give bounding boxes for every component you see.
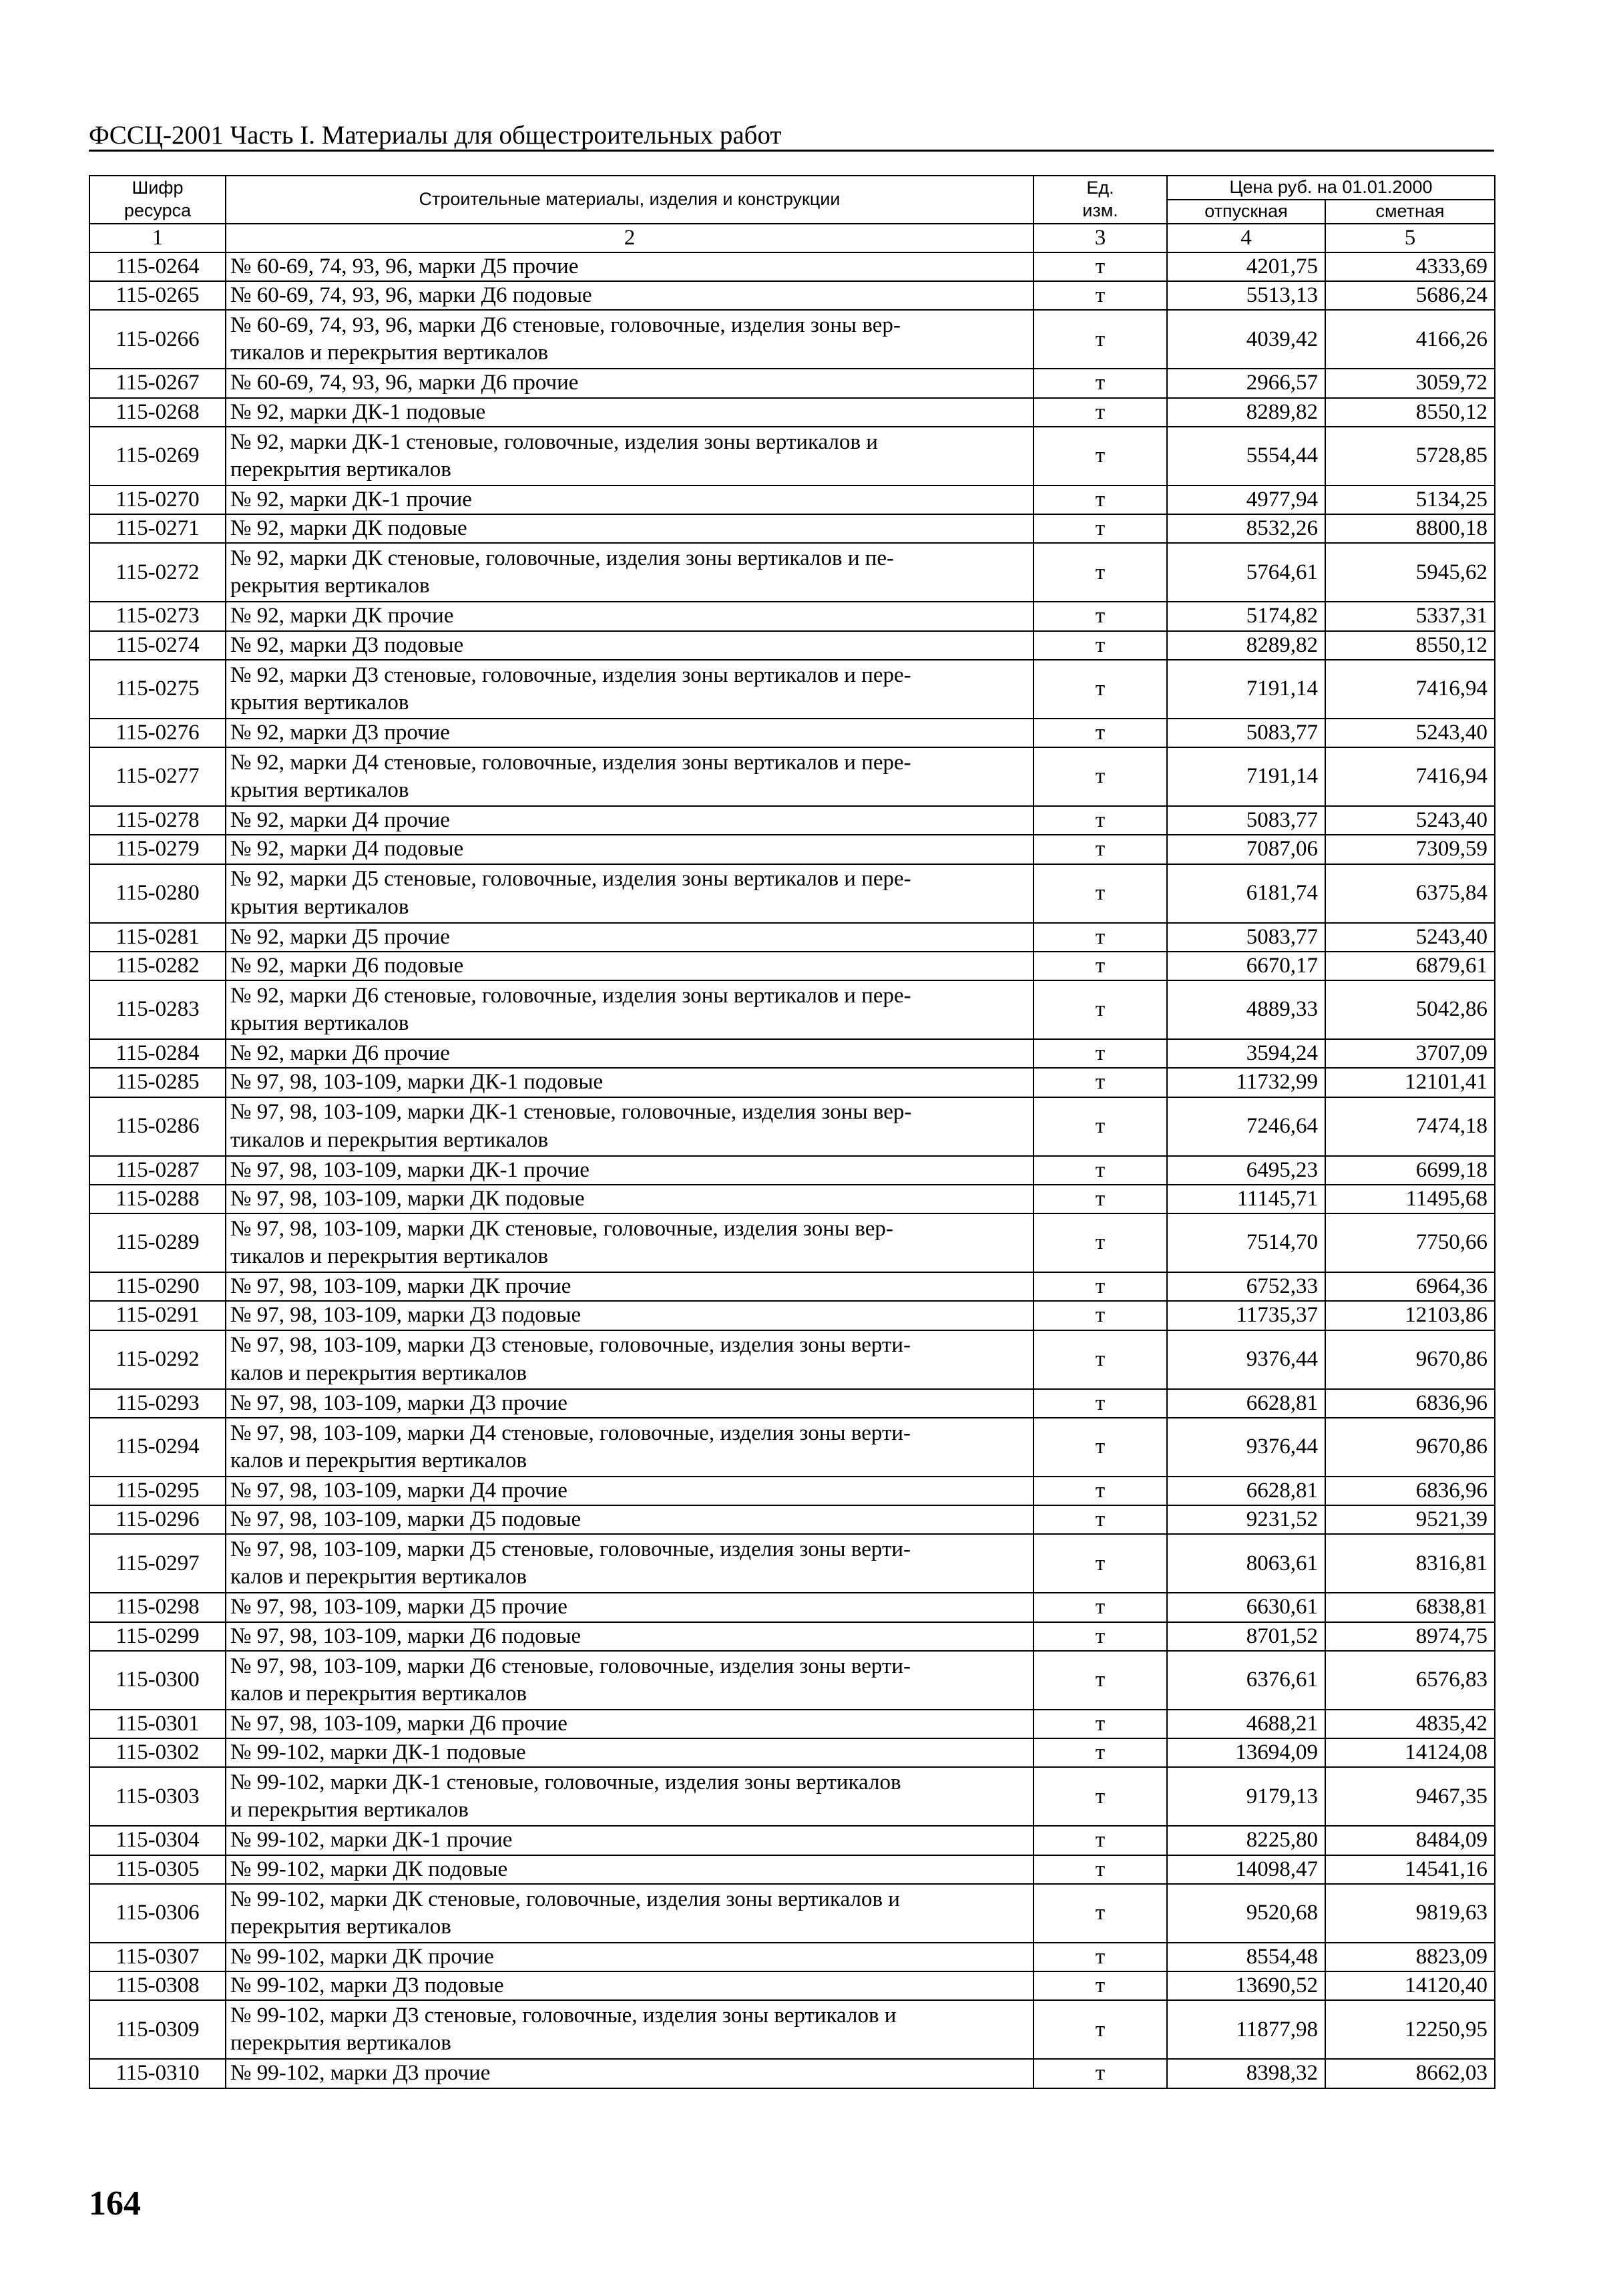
estimate-price-cell: 7474,18 [1325, 1097, 1495, 1156]
release-price-cell: 8398,32 [1167, 2059, 1325, 2088]
estimate-price-cell: 6838,81 [1325, 1593, 1495, 1621]
release-price-cell: 4889,33 [1167, 980, 1325, 1039]
estimate-price-cell: 9467,35 [1325, 1767, 1495, 1826]
column-header-estimate-price: сметная [1325, 200, 1495, 224]
name-cell: № 92, марки ДК подовые [226, 514, 1033, 543]
release-price-cell: 5764,61 [1167, 543, 1325, 602]
unit-cell: т [1033, 1039, 1167, 1068]
code-cell: 115-0281 [89, 923, 226, 952]
unit-cell: т [1033, 1272, 1167, 1301]
name-cell: № 97, 98, 103-109, марки Д3 подовые [226, 1301, 1033, 1330]
name-cell: № 97, 98, 103-109, марки Д5 прочие [226, 1593, 1033, 1621]
unit-cell: т [1033, 514, 1167, 543]
column-header-release-price: отпускная [1167, 200, 1325, 224]
table-row [89, 1418, 1495, 1477]
code-cell: 115-0292 [89, 1330, 226, 1389]
estimate-price-cell: 8550,12 [1325, 398, 1495, 427]
table-row [89, 1855, 1495, 1884]
name-cell: № 97, 98, 103-109, марки Д5 подовые [226, 1505, 1033, 1534]
code-cell: 115-0295 [89, 1477, 226, 1505]
unit-cell: т [1033, 952, 1167, 980]
release-price-cell: 4688,21 [1167, 1710, 1325, 1738]
code-cell: 115-0303 [89, 1767, 226, 1826]
estimate-price-cell: 12250,95 [1325, 2000, 1495, 2059]
code-cell: 115-0290 [89, 1272, 226, 1301]
release-price-cell: 9520,68 [1167, 1884, 1325, 1943]
release-price-cell: 8289,82 [1167, 398, 1325, 427]
unit-cell: т [1033, 1651, 1167, 1710]
table-row [89, 1097, 1495, 1156]
table-row [89, 1389, 1495, 1418]
name-cell: № 97, 98, 103-109, марки Д6 прочие [226, 1710, 1033, 1738]
table-row [89, 980, 1495, 1039]
table-row [89, 1301, 1495, 1330]
unit-cell: т [1033, 543, 1167, 602]
estimate-price-cell: 4835,42 [1325, 1710, 1495, 1738]
release-price-cell: 6670,17 [1167, 952, 1325, 980]
estimate-price-cell: 6964,36 [1325, 1272, 1495, 1301]
release-price-cell: 8063,61 [1167, 1534, 1325, 1593]
release-price-cell: 7191,14 [1167, 660, 1325, 719]
table-row [89, 1884, 1495, 1943]
name-cell: № 97, 98, 103-109, марки ДК подовые [226, 1185, 1033, 1213]
code-cell: 115-0265 [89, 281, 226, 310]
table-row [89, 1039, 1495, 1068]
name-cell: № 99-102, марки ДК стеновые, головочные, изделия зоны вертикалов и перекрытия вертикалов [226, 1884, 1033, 1943]
unit-cell: т [1033, 719, 1167, 747]
release-price-cell: 5174,82 [1167, 602, 1325, 630]
unit-cell: т [1033, 631, 1167, 660]
unit-cell: т [1033, 1767, 1167, 1826]
code-cell: 115-0273 [89, 602, 226, 630]
code-cell: 115-0283 [89, 980, 226, 1039]
estimate-price-cell: 9670,86 [1325, 1418, 1495, 1477]
name-cell: № 97, 98, 103-109, марки Д5 стеновые, головочные, изделия зоны верти- калов и перекрытия вертикалов [226, 1534, 1033, 1593]
unit-cell: т [1033, 1330, 1167, 1389]
estimate-price-cell: 6836,96 [1325, 1477, 1495, 1505]
name-cell: № 97, 98, 103-109, марки ДК стеновые, головочные, изделия зоны вер- тикалов и перекрытия вертикалов [226, 1213, 1033, 1272]
table-row [89, 1213, 1495, 1272]
estimate-price-cell: 9521,39 [1325, 1505, 1495, 1534]
name-cell: № 97, 98, 103-109, марки Д3 прочие [226, 1389, 1033, 1418]
table-row [89, 1622, 1495, 1651]
unit-cell: т [1033, 864, 1167, 923]
table-row [89, 543, 1495, 602]
release-price-cell: 6495,23 [1167, 1156, 1325, 1185]
release-price-cell: 2966,57 [1167, 369, 1325, 397]
estimate-price-cell: 8662,03 [1325, 2059, 1495, 2088]
column-header-code: Шифр ресурса [89, 176, 226, 224]
code-cell: 115-0296 [89, 1505, 226, 1534]
table-body [89, 252, 1495, 2088]
table-row [89, 1593, 1495, 1621]
code-cell: 115-0271 [89, 514, 226, 543]
estimate-price-cell: 5042,86 [1325, 980, 1495, 1039]
code-cell: 115-0270 [89, 486, 226, 514]
code-cell: 115-0268 [89, 398, 226, 427]
estimate-price-cell: 5243,40 [1325, 719, 1495, 747]
estimate-price-cell: 6836,96 [1325, 1389, 1495, 1418]
name-cell: № 92, марки Д4 прочие [226, 806, 1033, 835]
estimate-price-cell: 3707,09 [1325, 1039, 1495, 1068]
unit-cell: т [1033, 1477, 1167, 1505]
estimate-price-cell: 7309,59 [1325, 835, 1495, 864]
release-price-cell: 9231,52 [1167, 1505, 1325, 1534]
name-cell: № 97, 98, 103-109, марки ДК-1 прочие [226, 1156, 1033, 1185]
estimate-price-cell: 5945,62 [1325, 543, 1495, 602]
name-cell: № 92, марки Д3 подовые [226, 631, 1033, 660]
unit-cell: т [1033, 1884, 1167, 1943]
unit-cell: т [1033, 980, 1167, 1039]
estimate-price-cell: 5243,40 [1325, 923, 1495, 952]
unit-cell: т [1033, 747, 1167, 806]
code-cell: 115-0293 [89, 1389, 226, 1418]
estimate-price-cell: 8484,09 [1325, 1826, 1495, 1855]
code-cell: 115-0309 [89, 2000, 226, 2059]
column-number: 3 [1033, 224, 1167, 252]
release-price-cell: 13690,52 [1167, 1971, 1325, 2000]
table-row [89, 1156, 1495, 1185]
table-row [89, 1971, 1495, 2000]
unit-cell: т [1033, 398, 1167, 427]
name-cell: № 97, 98, 103-109, марки Д6 подовые [226, 1622, 1033, 1651]
table-row [89, 1477, 1495, 1505]
table-row [89, 1710, 1495, 1738]
table-row [89, 1651, 1495, 1710]
unit-cell: т [1033, 1534, 1167, 1593]
name-cell: № 92, марки Д5 прочие [226, 923, 1033, 952]
column-header-price: Цена руб. на 01.01.2000 [1167, 176, 1495, 200]
release-price-cell: 8554,48 [1167, 1943, 1325, 1971]
table-row [89, 252, 1495, 281]
name-cell: № 99-102, марки Д3 подовые [226, 1971, 1033, 2000]
release-price-cell: 6630,61 [1167, 1593, 1325, 1621]
estimate-price-cell: 7416,94 [1325, 747, 1495, 806]
unit-cell: т [1033, 1622, 1167, 1651]
estimate-price-cell: 5728,85 [1325, 427, 1495, 486]
column-header-unit: Ед. изм. [1033, 176, 1167, 224]
table-row [89, 923, 1495, 952]
release-price-cell: 8701,52 [1167, 1622, 1325, 1651]
table-row [89, 806, 1495, 835]
unit-cell: т [1033, 923, 1167, 952]
code-cell: 115-0278 [89, 806, 226, 835]
release-price-cell: 6752,33 [1167, 1272, 1325, 1301]
table-row [89, 486, 1495, 514]
code-cell: 115-0305 [89, 1855, 226, 1884]
code-cell: 115-0294 [89, 1418, 226, 1477]
code-cell: 115-0269 [89, 427, 226, 486]
code-cell: 115-0297 [89, 1534, 226, 1593]
code-cell: 115-0267 [89, 369, 226, 397]
table-row [89, 398, 1495, 427]
name-cell: № 92, марки Д6 подовые [226, 952, 1033, 980]
code-cell: 115-0264 [89, 252, 226, 281]
name-cell: № 60-69, 74, 93, 96, марки Д5 прочие [226, 252, 1033, 281]
estimate-price-cell: 4333,69 [1325, 252, 1495, 281]
unit-cell: т [1033, 835, 1167, 864]
release-price-cell: 5083,77 [1167, 806, 1325, 835]
release-price-cell: 8532,26 [1167, 514, 1325, 543]
code-cell: 115-0286 [89, 1097, 226, 1156]
table-row [89, 2059, 1495, 2088]
table-row [89, 514, 1495, 543]
estimate-price-cell: 8800,18 [1325, 514, 1495, 543]
unit-cell: т [1033, 1855, 1167, 1884]
code-cell: 115-0284 [89, 1039, 226, 1068]
unit-cell: т [1033, 252, 1167, 281]
unit-cell: т [1033, 1389, 1167, 1418]
release-price-cell: 4039,42 [1167, 310, 1325, 369]
code-cell: 115-0301 [89, 1710, 226, 1738]
release-price-cell: 9179,13 [1167, 1767, 1325, 1826]
code-cell: 115-0275 [89, 660, 226, 719]
table-row [89, 1738, 1495, 1767]
unit-cell: т [1033, 1068, 1167, 1097]
code-cell: 115-0300 [89, 1651, 226, 1710]
estimate-price-cell: 14541,16 [1325, 1855, 1495, 1884]
estimate-price-cell: 3059,72 [1325, 369, 1495, 397]
code-cell: 115-0276 [89, 719, 226, 747]
estimate-price-cell: 6699,18 [1325, 1156, 1495, 1185]
unit-cell: т [1033, 1738, 1167, 1767]
estimate-price-cell: 12101,41 [1325, 1068, 1495, 1097]
unit-cell: т [1033, 1097, 1167, 1156]
release-price-cell: 9376,44 [1167, 1330, 1325, 1389]
table-row [89, 864, 1495, 923]
release-price-cell: 6181,74 [1167, 864, 1325, 923]
estimate-price-cell: 14120,40 [1325, 1971, 1495, 2000]
release-price-cell: 8289,82 [1167, 631, 1325, 660]
release-price-cell: 11732,99 [1167, 1068, 1325, 1097]
table-row [89, 2000, 1495, 2059]
release-price-cell: 9376,44 [1167, 1418, 1325, 1477]
release-price-cell: 14098,47 [1167, 1855, 1325, 1884]
name-cell: № 92, марки ДК-1 стеновые, головочные, изделия зоны вертикалов и перекрытия вертикалов [226, 427, 1033, 486]
code-cell: 115-0306 [89, 1884, 226, 1943]
unit-cell: т [1033, 1710, 1167, 1738]
name-cell: № 92, марки ДК стеновые, головочные, изделия зоны вертикалов и пе- рекрытия вертикалов [226, 543, 1033, 602]
name-cell: № 92, марки Д3 стеновые, головочные, изделия зоны вертикалов и пере- крытия вертикалов [226, 660, 1033, 719]
column-number: 2 [226, 224, 1033, 252]
estimate-price-cell: 11495,68 [1325, 1185, 1495, 1213]
code-cell: 115-0266 [89, 310, 226, 369]
table-row [89, 631, 1495, 660]
unit-cell: т [1033, 660, 1167, 719]
unit-cell: т [1033, 1213, 1167, 1272]
unit-cell: т [1033, 1593, 1167, 1621]
release-price-cell: 5083,77 [1167, 719, 1325, 747]
estimate-price-cell: 7416,94 [1325, 660, 1495, 719]
name-cell: № 99-102, марки ДК прочие [226, 1943, 1033, 1971]
unit-cell: т [1033, 486, 1167, 514]
page-header-title: ФССЦ-2001 Часть I. Материалы для общестроительных работ [89, 121, 782, 150]
name-cell: № 99-102, марки Д3 прочие [226, 2059, 1033, 2088]
column-number: 5 [1325, 224, 1495, 252]
estimate-price-cell: 6375,84 [1325, 864, 1495, 923]
column-number: 1 [89, 224, 226, 252]
code-cell: 115-0279 [89, 835, 226, 864]
name-cell: № 97, 98, 103-109, марки ДК-1 подовые [226, 1068, 1033, 1097]
table-row [89, 719, 1495, 747]
name-cell: № 99-102, марки ДК-1 стеновые, головочные, изделия зоны вертикалов и перекрытия вертикалов [226, 1767, 1033, 1826]
release-price-cell: 6628,81 [1167, 1389, 1325, 1418]
release-price-cell: 11877,98 [1167, 2000, 1325, 2059]
code-cell: 115-0302 [89, 1738, 226, 1767]
estimate-price-cell: 5686,24 [1325, 281, 1495, 310]
estimate-price-cell: 8316,81 [1325, 1534, 1495, 1593]
table-row [89, 1534, 1495, 1593]
code-cell: 115-0307 [89, 1943, 226, 1971]
name-cell: № 92, марки ДК-1 подовые [226, 398, 1033, 427]
table-row [89, 1272, 1495, 1301]
table-row [89, 1826, 1495, 1855]
unit-cell: т [1033, 806, 1167, 835]
name-cell: № 92, марки Д6 стеновые, головочные, изделия зоны вертикалов и пере- крытия вертикалов [226, 980, 1033, 1039]
release-price-cell: 4977,94 [1167, 486, 1325, 514]
unit-cell: т [1033, 369, 1167, 397]
release-price-cell: 6376,61 [1167, 1651, 1325, 1710]
release-price-cell: 11145,71 [1167, 1185, 1325, 1213]
unit-cell: т [1033, 2000, 1167, 2059]
unit-cell: т [1033, 1185, 1167, 1213]
table-row [89, 1505, 1495, 1534]
unit-cell: т [1033, 281, 1167, 310]
release-price-cell: 3594,24 [1167, 1039, 1325, 1068]
name-cell: № 60-69, 74, 93, 96, марки Д6 прочие [226, 369, 1033, 397]
name-cell: № 92, марки Д4 стеновые, головочные, изделия зоны вертикалов и пере- крытия вертикалов [226, 747, 1033, 806]
release-price-cell: 13694,09 [1167, 1738, 1325, 1767]
name-cell: № 97, 98, 103-109, марки Д4 прочие [226, 1477, 1033, 1505]
name-cell: № 92, марки Д6 прочие [226, 1039, 1033, 1068]
code-cell: 115-0274 [89, 631, 226, 660]
table-row [89, 952, 1495, 980]
code-cell: 115-0282 [89, 952, 226, 980]
name-cell: № 92, марки Д4 подовые [226, 835, 1033, 864]
table-row [89, 427, 1495, 486]
table-row [89, 1943, 1495, 1971]
name-cell: № 97, 98, 103-109, марки Д4 стеновые, головочные, изделия зоны верти- калов и перекрытия вертикалов [226, 1418, 1033, 1477]
code-cell: 115-0289 [89, 1213, 226, 1272]
unit-cell: т [1033, 310, 1167, 369]
release-price-cell: 7087,06 [1167, 835, 1325, 864]
estimate-price-cell: 14124,08 [1325, 1738, 1495, 1767]
unit-cell: т [1033, 1505, 1167, 1534]
unit-cell: т [1033, 1301, 1167, 1330]
estimate-price-cell: 6576,83 [1325, 1651, 1495, 1710]
name-cell: № 99-102, марки Д3 стеновые, головочные, изделия зоны вертикалов и перекрытия вертикалов [226, 2000, 1033, 2059]
code-cell: 115-0299 [89, 1622, 226, 1651]
name-cell: № 97, 98, 103-109, марки ДК-1 стеновые, головочные, изделия зоны вер- тикалов и перекрытия вертикалов [226, 1097, 1033, 1156]
release-price-cell: 7246,64 [1167, 1097, 1325, 1156]
estimate-price-cell: 8974,75 [1325, 1622, 1495, 1651]
estimate-price-cell: 8550,12 [1325, 631, 1495, 660]
table-row [89, 1330, 1495, 1389]
code-cell: 115-0310 [89, 2059, 226, 2088]
estimate-price-cell: 4166,26 [1325, 310, 1495, 369]
estimate-price-cell: 9670,86 [1325, 1330, 1495, 1389]
release-price-cell: 7514,70 [1167, 1213, 1325, 1272]
code-cell: 115-0308 [89, 1971, 226, 2000]
code-cell: 115-0298 [89, 1593, 226, 1621]
release-price-cell: 7191,14 [1167, 747, 1325, 806]
release-price-cell: 4201,75 [1167, 252, 1325, 281]
code-cell: 115-0291 [89, 1301, 226, 1330]
unit-cell: т [1033, 1971, 1167, 2000]
unit-cell: т [1033, 1418, 1167, 1477]
estimate-price-cell: 9819,63 [1325, 1884, 1495, 1943]
unit-cell: т [1033, 602, 1167, 630]
name-cell: № 92, марки ДК-1 прочие [226, 486, 1033, 514]
name-cell: № 92, марки Д5 стеновые, головочные, изделия зоны вертикалов и пере- крытия вертикалов [226, 864, 1033, 923]
release-price-cell: 5513,13 [1167, 281, 1325, 310]
estimate-price-cell: 5134,25 [1325, 486, 1495, 514]
table-row [89, 310, 1495, 369]
table-row [89, 369, 1495, 397]
code-cell: 115-0280 [89, 864, 226, 923]
table-header [89, 176, 1495, 252]
name-cell: № 97, 98, 103-109, марки ДК прочие [226, 1272, 1033, 1301]
code-cell: 115-0277 [89, 747, 226, 806]
name-cell: № 99-102, марки ДК подовые [226, 1855, 1033, 1884]
estimate-price-cell: 8823,09 [1325, 1943, 1495, 1971]
release-price-cell: 6628,81 [1167, 1477, 1325, 1505]
name-cell: № 60-69, 74, 93, 96, марки Д6 стеновые, головочные, изделия зоны вер- тикалов и перекрытия вертикалов [226, 310, 1033, 369]
running-header [89, 115, 1494, 152]
release-price-cell: 11735,37 [1167, 1301, 1325, 1330]
table-row [89, 747, 1495, 806]
name-cell: № 92, марки Д3 прочие [226, 719, 1033, 747]
name-cell: № 99-102, марки ДК-1 подовые [226, 1738, 1033, 1767]
page-number: 164 [89, 2184, 141, 2223]
name-cell: № 97, 98, 103-109, марки Д3 стеновые, головочные, изделия зоны верти- калов и перекрытия вертикалов [226, 1330, 1033, 1389]
unit-cell: т [1033, 1943, 1167, 1971]
name-cell: № 60-69, 74, 93, 96, марки Д6 подовые [226, 281, 1033, 310]
code-cell: 115-0304 [89, 1826, 226, 1855]
unit-cell: т [1033, 1826, 1167, 1855]
table-row [89, 1767, 1495, 1826]
table-row [89, 1068, 1495, 1097]
name-cell: № 99-102, марки ДК-1 прочие [226, 1826, 1033, 1855]
table-row [89, 602, 1495, 630]
release-price-cell: 8225,80 [1167, 1826, 1325, 1855]
code-cell: 115-0288 [89, 1185, 226, 1213]
price-table [89, 175, 1495, 2089]
unit-cell: т [1033, 427, 1167, 486]
table-row [89, 1185, 1495, 1213]
column-header-name: Строительные материалы, изделия и конструкции [226, 176, 1033, 224]
code-cell: 115-0287 [89, 1156, 226, 1185]
estimate-price-cell: 7750,66 [1325, 1213, 1495, 1272]
code-cell: 115-0272 [89, 543, 226, 602]
table-row [89, 660, 1495, 719]
estimate-price-cell: 5243,40 [1325, 806, 1495, 835]
name-cell: № 97, 98, 103-109, марки Д6 стеновые, головочные, изделия зоны верти- калов и перекрытия вертикалов [226, 1651, 1033, 1710]
unit-cell: т [1033, 1156, 1167, 1185]
release-price-cell: 5554,44 [1167, 427, 1325, 486]
release-price-cell: 5083,77 [1167, 923, 1325, 952]
estimate-price-cell: 5337,31 [1325, 602, 1495, 630]
unit-cell: т [1033, 2059, 1167, 2088]
estimate-price-cell: 6879,61 [1325, 952, 1495, 980]
code-cell: 115-0285 [89, 1068, 226, 1097]
estimate-price-cell: 12103,86 [1325, 1301, 1495, 1330]
table-row [89, 281, 1495, 310]
table-row [89, 835, 1495, 864]
name-cell: № 92, марки ДК прочие [226, 602, 1033, 630]
column-number: 4 [1167, 224, 1325, 252]
